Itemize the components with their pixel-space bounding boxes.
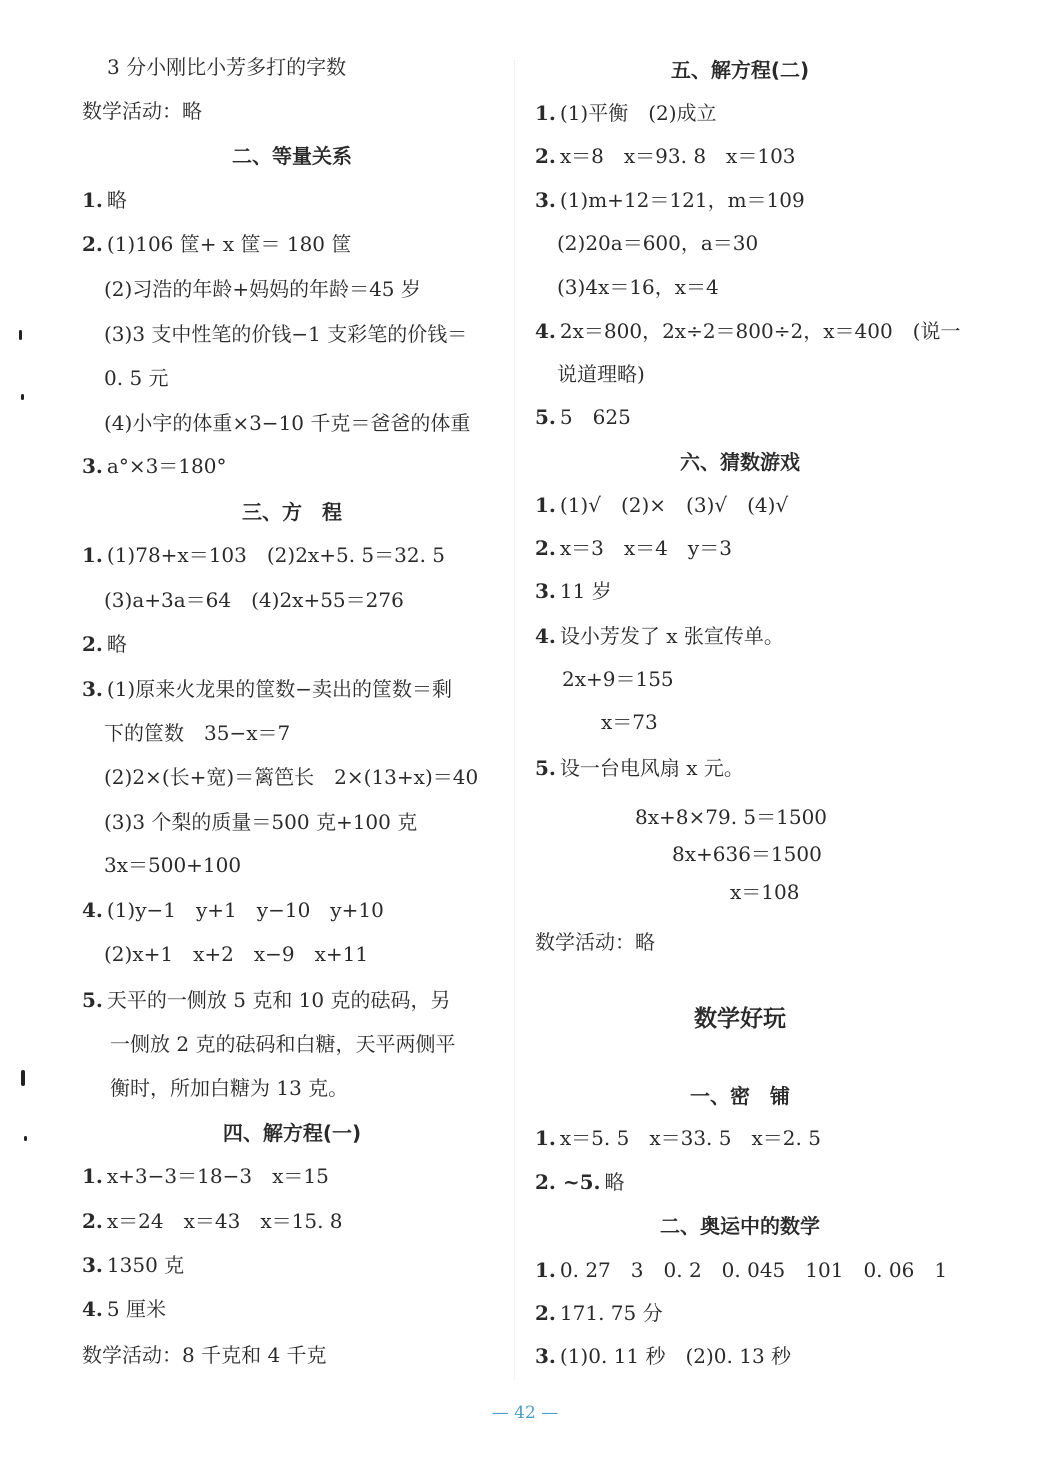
item-number: 1. [535,101,556,125]
answer-line: 一侧放 2 克的砝码和白糖，天平两侧平 [110,1032,456,1056]
answer-text: (1)m+12＝121，m＝109 [559,188,805,212]
column-divider [514,60,515,1380]
answer-line [535,142,796,170]
answer-line [535,577,612,605]
answer-text: 略 [106,632,127,656]
item-number: 1. [535,493,556,517]
item-number: 1. [535,1258,556,1282]
item-number: 1. [82,543,103,567]
answer-line [82,230,351,258]
item-number: 2. [82,632,103,656]
item-number: 5. [535,405,556,429]
answer-line [535,317,960,345]
item-number: 4. [535,319,556,343]
scan-mark [19,330,22,340]
equation-line: 8x+636＝1500 [672,842,822,866]
item-number: 2. [535,1301,556,1325]
answer-text: (1)106 筐+ x 筐＝ 180 筐 [106,232,352,256]
answer-line: 说道理略) [557,362,645,386]
item-number: 2. [535,144,556,168]
equation-line: 8x+8×79. 5＝1500 [635,805,828,829]
scan-mark [21,1070,25,1086]
chapter-heading: 数学好玩 [694,1006,786,1032]
item-number: 3. [82,454,103,478]
answer-line [82,630,127,658]
item-number: 4. [82,898,103,922]
answer-line: (2)20a＝600，a＝30 [557,231,759,255]
item-number: 4. [82,1297,103,1321]
answer-line [82,986,451,1014]
answer-line: 0. 5 元 [104,366,169,390]
item-number: 3. [82,1253,103,1277]
answer-text: 天平的一侧放 5 克和 10 克的砝码，另 [106,988,451,1012]
answer-text: x+3−3＝18−3 x＝15 [106,1164,329,1188]
answer-line [82,541,445,569]
answer-line [535,403,631,431]
section-heading: 一、密 铺 [690,1084,790,1108]
answer-line: 下的筐数 35−x＝7 [104,721,291,745]
scan-mark [21,394,24,400]
answer-text: x＝5. 5 x＝33. 5 x＝2. 5 [559,1126,821,1150]
math-activity: 数学活动：略 [535,930,655,954]
answer-line [82,1295,166,1323]
answer-text: x＝24 x＝43 x＝15. 8 [106,1209,343,1233]
section-heading: 五、解方程(二) [670,58,810,82]
item-number: 3. [535,1344,556,1368]
answer-line [535,491,788,519]
answer-line: 3x＝500+100 [104,853,242,877]
answer-line: (4)小宇的体重×3−10 千克＝爸爸的体重 [104,411,471,435]
item-number: 1. [535,1126,556,1150]
item-number: 5. [535,756,556,780]
item-number: 3. [535,579,556,603]
answer-text: 5 厘米 [106,1297,166,1321]
answer-text: (1)78+x＝103 (2)2x+5. 5＝32. 5 [106,543,446,567]
answer-text: 2x＝800，2x÷2＝800÷2，x＝400 (说一 [559,319,961,343]
page-number: — 42 — [491,1403,559,1423]
answer-text: (1)平衡 (2)成立 [559,101,717,125]
answer-line [82,896,384,924]
answer-text: 11 岁 [559,579,612,603]
answer-text: (1)0. 11 秒 (2)0. 13 秒 [559,1344,792,1368]
answer-line [535,186,805,214]
answer-text: (1)原来火龙果的筐数−卖出的筐数＝剩 [106,677,452,701]
answer-line: (2)x+1 x+2 x−9 x+11 [104,942,369,966]
item-number: 4. [535,624,556,648]
section-heading: 三、方 程 [242,500,342,524]
answer-text: 5 625 [559,405,631,429]
equation-line: 2x+9＝155 [562,667,674,691]
answer-text: (1)√ (2)× (3)√ (4)√ [559,493,789,517]
item-number: 2. [535,536,556,560]
answer-line [535,1256,947,1284]
scan-mark [24,1136,27,1141]
section-heading: 六、猜数游戏 [680,450,800,474]
math-activity: 数学活动：8 千克和 4 千克 [82,1343,327,1367]
answer-text: (1)y−1 y+1 y−10 y+10 [106,898,384,922]
answer-line [535,534,732,562]
item-number: 2. [82,232,103,256]
item-number: 2. ~5. [535,1170,601,1194]
answer-text: 略 [106,188,127,212]
answer-text: 设一台电风扇 x 元。 [559,756,744,780]
answer-line [82,186,127,214]
answer-line: 3 分小刚比小芳多打的字数 [107,55,347,79]
answer-line: (3)a+3a＝64 (4)2x+55＝276 [104,588,404,612]
answer-text: 1350 克 [106,1253,185,1277]
answer-line: (2)2×(长+宽)＝篱笆长 2×(13+x)＝40 [104,765,479,789]
answer-line [535,622,784,650]
item-number: 3. [82,677,103,701]
answer-line: 衡时，所加白糖为 13 克。 [110,1076,349,1100]
section-heading: 二、等量关系 [232,144,352,168]
answer-line [82,1207,343,1235]
section-heading: 二、奥运中的数学 [660,1214,820,1238]
answer-line [535,754,744,782]
equation-line: x＝73 [601,710,658,734]
answer-line: (2)习浩的年龄+妈妈的年龄＝45 岁 [104,277,421,301]
section-heading: 四、解方程(一) [222,1121,362,1145]
item-number: 3. [535,188,556,212]
answer-text: 设小芳发了 x 张宣传单。 [559,624,784,648]
answer-line [535,1299,663,1327]
answer-line: (3)3 个梨的质量＝500 克+100 克 [104,810,418,834]
answer-line [82,452,226,480]
item-number: 1. [82,188,103,212]
answer-text: x＝8 x＝93. 8 x＝103 [559,144,796,168]
item-number: 2. [82,1209,103,1233]
answer-line [535,1342,791,1370]
answer-text: x＝3 x＝4 y＝3 [559,536,732,560]
answer-line [82,675,452,703]
answer-line: (3)4x＝16，x＝4 [557,275,719,299]
item-number: 1. [82,1164,103,1188]
answer-text: 171. 75 分 [559,1301,663,1325]
equation-line: x＝108 [730,880,800,904]
answer-line [535,1124,821,1152]
answer-text: 0. 27 3 0. 2 0. 045 101 0. 06 1 [559,1258,948,1282]
answer-line [82,1162,329,1190]
answer-line [82,1251,184,1279]
answer-line [535,1168,624,1196]
answer-line [535,99,717,127]
math-activity: 数学活动：略 [82,99,202,123]
item-number: 5. [82,988,103,1012]
answer-line: (3)3 支中性笔的价钱−1 支彩笔的价钱＝ [104,322,468,346]
answer-text: a°×3＝180° [106,454,227,478]
answer-text: 略 [604,1170,625,1194]
